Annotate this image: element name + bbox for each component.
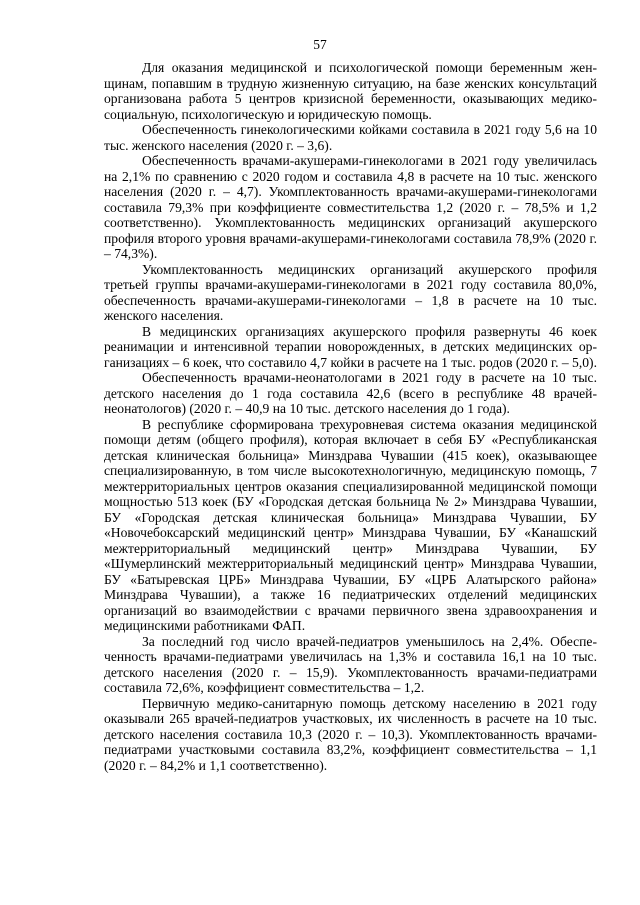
- paragraph-crisis-pregnancy-centers: Для оказания медицинской и психологической помощи беременным женщинам, попавшим в трудную жизненную ситуацию, на базе женских консультаций организована работа 5 центров кризисной беременности, оказывающих медико-социальную, психологическую и юридическую помощь.: [104, 60, 597, 122]
- paragraph-gynecological-beds: Обеспеченность гинекологическими койками составила в 2021 году 5,6 на 10 тыс. женского населения (2020 г. – 3,6).: [104, 122, 597, 153]
- paragraph-district-pediatricians: Первичную медико-санитарную помощь детскому населению в 2021 году оказывали 265 врачей-педиатров участковых, их численность в расчете на 10 тыс. детского населения составила 10,3 (2020 г. – 10,3). Укомплектованность врачами-педиатрами участковыми составила 83,2%, коэффициент совместительства – 1,1 (2020 г. – 84,2% и 1,1 соответственно).: [104, 695, 597, 773]
- paragraph-neonatal-icu-beds: В медицинских организациях акушерского профиля развернуты 46 коек реанимации и интенсивной терапии новорожденных, в детских медицинских организациях – 6 коек, что составило 4,7 койки в расчете на 1 тыс. родов (2020 г. – 5,0).: [104, 323, 597, 370]
- paragraph-pediatric-care-system: В республике сформирована трехуровневая система оказания медицинской помощи детям (общего профиля), которая включает в себя БУ «Республиканская детская клиническая больница» Минздрава Чувашии (415 коек), оказывающее специализированную, в том числе высокотехнологичную, медицинскую помощь, 7 межтерриториальных центров оказания специализированной медицинской помощи мощностью 513 коек (БУ «Городская детская больница № 2» Минздрава Чувашии, БУ «Городская детская клиническая больница» Минздрава Чувашии, БУ «Новочебоксарский медицинский центр» Минздрава Чувашии, БУ «Канашский межтерриториальный медицинский центр» Минздрава Чувашии, БУ «Шумерлинский межтерриториальный медицинский центр» Минздрава Чувашии, БУ «Батыревская ЦРБ» Минздрава Чувашии, БУ «ЦРБ Алатырского района» Минздрава Чувашии), а также 16 педиатрических отделений медицинских организаций во взаимодействии с врачами первичного звена здравоохранения и медицинскими работниками ФАП.: [104, 416, 597, 633]
- paragraph-third-level-staffing: Укомплектованность медицинских организаций акушерского профиля третьей группы врачами-акушерами-гинекологами в 2021 году составила 80,0%, обеспеченность врачами-акушерами-гинекологами – 1,8 в расчете на 10 тыс. женского населения.: [104, 261, 597, 323]
- body-text: [104, 60, 597, 773]
- page-number: 57: [313, 37, 327, 52]
- paragraph-neonatologists: Обеспеченность врачами-неонатологами в 2021 году в расчете на 10 тыс. детского населения до 1 года составила 42,6 (всего в республике 48 врачей-неонатологов) (2020 г. – 40,9 на 10 тыс. детского населения до 1 года).: [104, 370, 597, 416]
- paragraph-obstetrician-gynecologists: Обеспеченность врачами-акушерами-гинекологами в 2021 году увеличилась на 2,1% по сравнению с 2020 годом и составила 4,8 в расчете на 10 тыс. женского населения (2020 г. – 4,7). Укомплектованность врачами-акушерами-гинекологами составила 79,3% при коэффициенте совместительства 1,2 (2020 г. – 78,5% и 1,2 соответственно). Укомплектованность медицинских организаций акушерского профиля второго уровня врачами-акушерами-гинекологами составила 78,9% (2020 г. – 74,3%).: [104, 153, 597, 261]
- paragraph-pediatricians: За последний год число врачей-педиатров уменьшилось на 2,4%. Обеспеченность врачами-педиатрами увеличилась на 1,3% и составила 16,1 на 10 тыс. детского населения (2020 г. – 15,9). Укомплектованность врачами-педиатрами составила 72,6%, коэффициент совместительства – 1,2.: [104, 633, 597, 695]
